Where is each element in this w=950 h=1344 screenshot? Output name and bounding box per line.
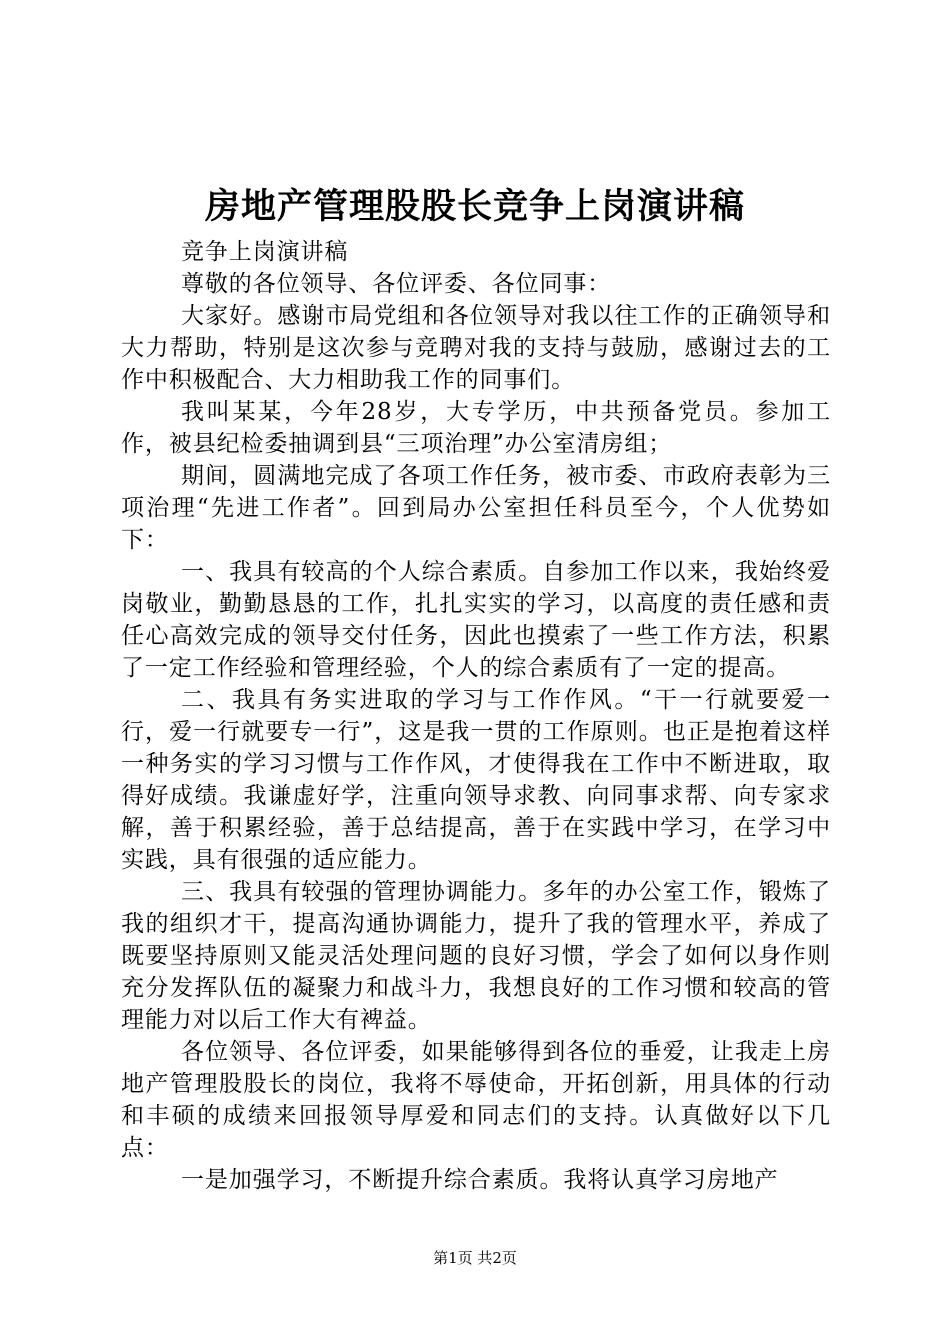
page-footer: 第1页 共2页 xyxy=(433,1249,517,1267)
paragraph-subtitle: 竞争上岗演讲稿 xyxy=(181,239,349,265)
paragraph-greeting: 大家好。感谢市局党组和各位领导对我以往工作的正确领导和大力帮助，特别是这次参与竞聘对我的支持与鼓励，感谢过去的工作中积极配合、大力相助我工作的同事们。 xyxy=(121,303,831,393)
document-title: 房地产管理股股长竞争上岗演讲稿 xyxy=(204,186,745,227)
paragraph-self-intro: 我叫某某，今年28岁，大专学历，中共预备党员。参加工作，被县纪检委抽调到县“三项治理”办公室清房组； xyxy=(121,399,831,457)
paragraph-strength-two: 二、我具有务实进取的学习与工作作风。“干一行就要爱一行，爱一行就要专一行”，这是我一贯的工作原则。也正是抱着这样一种务实的学习习惯与工作作风，才使得我在工作中不断进取，取得好成绩。我谦虚好学，注重向领导求教、向同事求帮、向专家求解，善于积累经验，善于总结提高，善于在实践中学习，在学习中实践，具有很强的适应能力。 xyxy=(121,687,831,873)
paragraph-period: 期间，圆满地完成了各项工作任务，被市委、市政府表彰为三项治理“先进工作者”。回到局办公室担任科员至今，个人优势如下： xyxy=(121,463,831,553)
paragraph-salutation: 尊敬的各位领导、各位评委、各位同事： xyxy=(181,271,612,297)
document-body xyxy=(121,236,831,1196)
paragraph-strength-three: 三、我具有较强的管理协调能力。多年的办公室工作，锻炼了我的组织才干，提高沟通协调能力，提升了我的管理水平，养成了既要坚持原则又能灵活处理问题的良好习惯，学会了如何以身作则充分发挥队伍的凝聚力和战斗力，我想良好的工作习惯和较高的管理能力对以后工作大有裨益。 xyxy=(121,879,831,1033)
paragraph-strength-one: 一、我具有较高的个人综合素质。自参加工作以来，我始终爱岗敬业，勤勤恳恳的工作，扎扎实实的学习，以高度的责任感和责任心高效完成的领导交付任务，因此也摸索了一些工作方法，积累了一定工作经验和管理经验，个人的综合素质有了一定的提高。 xyxy=(121,559,831,681)
paragraph-commitment: 各位领导、各位评委，如果能够得到各位的垂爱，让我走上房地产管理股股长的岗位，我将不辱使命，开拓创新，用具体的行动和丰硕的成绩来回报领导厚爱和同志们的支持。认真做好以下几点： xyxy=(121,1039,831,1161)
paragraph-point-one: 一是加强学习，不断提升综合素质。我将认真学习房地产 xyxy=(181,1167,779,1193)
